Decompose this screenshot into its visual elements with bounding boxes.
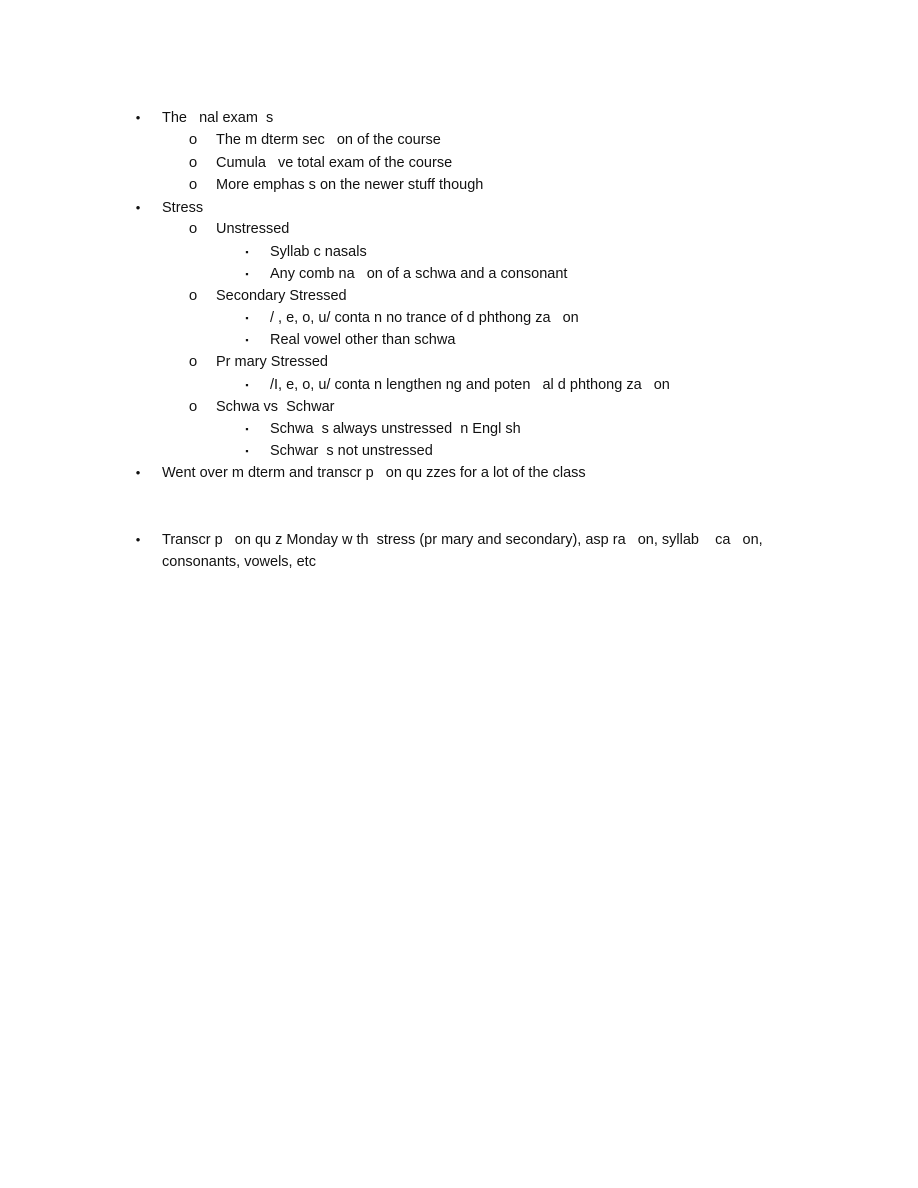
circle-marker: o [188,353,198,370]
bullet-went-over-midterm: Went over m dterm and transcr p on qu zzes for a lot of the class [162,465,586,481]
subsubbullet-syllabic-nasals: Syllab c nasals [270,244,367,260]
bullet-transcription-quiz: Transcr p on qu z Monday w th stress (pr mary and secondary), asp ra on, syllab ca on, [162,532,763,548]
bullet-marker: • [135,465,141,480]
subsubbullet-no-diphthongization: / , e, o, u/ conta n no trance of d phthong za on [270,310,579,326]
circle-marker: o [188,220,198,237]
subbullet-secondary-stressed: Secondary Stressed [216,288,347,304]
subbullet-primary-stressed: Pr mary Stressed [216,354,328,370]
subbullet-cumulative: Cumula ve total exam of the course [216,155,453,171]
square-marker: ▪ [245,424,249,434]
square-marker: ▪ [245,335,249,345]
bullet-final-exam: The nal exam s [162,110,274,126]
square-marker: ▪ [245,269,249,279]
circle-marker: o [188,154,198,171]
subsubbullet-any-combination: Any comb na on of a schwa and a consonant [270,266,568,282]
subsubbullet-lengthening: /I, e, o, u/ conta n lengthen ng and poten al d phthong za on [270,377,670,393]
square-marker: ▪ [245,446,249,456]
subbullet-midterm-section: The m dterm sec on of the course [216,132,441,148]
bullet-marker: • [135,110,141,125]
subbullet-schwa-vs-schwar: Schwa vs Schwar [216,399,335,415]
square-marker: ▪ [245,380,249,390]
subsubbullet-schwa-unstressed: Schwa s always unstressed n Engl sh [270,421,521,437]
bullet-marker: • [135,532,141,547]
subbullet-unstressed: Unstressed [216,221,290,237]
subbullet-more-emphasis: More emphas s on the newer stuff though [216,177,484,193]
bullet-stress: Stress [162,200,204,216]
circle-marker: o [188,398,198,415]
subsubbullet-schwar-not-unstressed: Schwar s not unstressed [270,443,433,459]
bullet-transcription-quiz-continued: consonants, vowels, etc [162,554,316,570]
square-marker: ▪ [245,247,249,257]
circle-marker: o [188,287,198,304]
bullet-marker: • [135,200,141,215]
circle-marker: o [188,176,198,193]
square-marker: ▪ [245,313,249,323]
circle-marker: o [188,131,198,148]
subsubbullet-real-vowel: Real vowel other than schwa [270,332,456,348]
